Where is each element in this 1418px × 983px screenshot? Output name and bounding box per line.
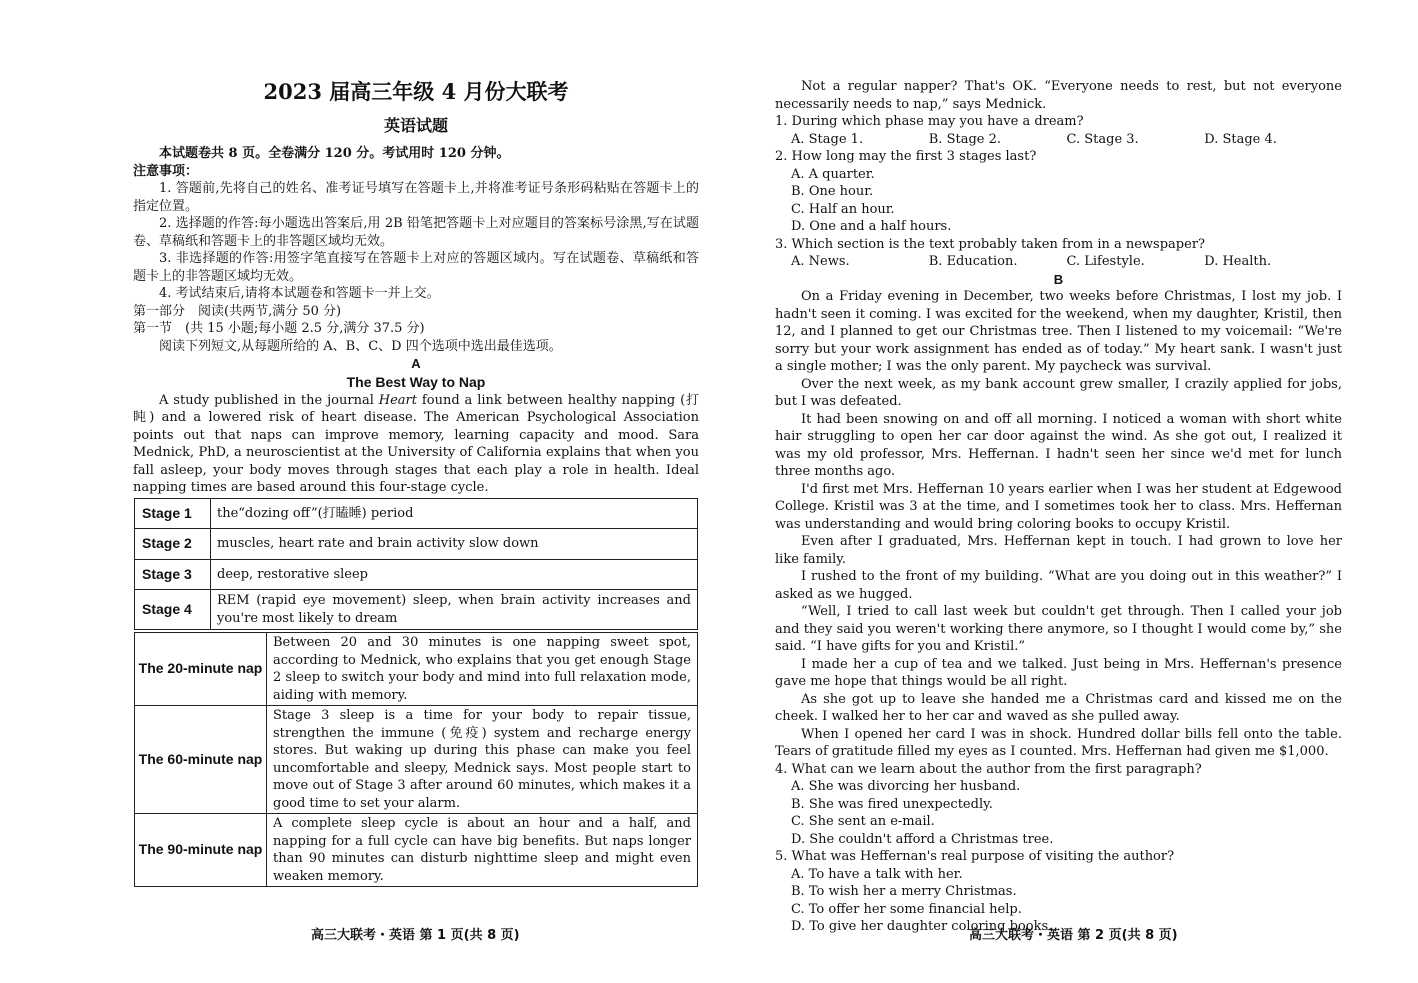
nap-lengths-table (134, 632, 698, 887)
passage-b-paragraph: I rushed to the front of my building. “What are you doing out in this weather?” I asked as we hugged. (775, 569, 1342, 602)
question-stem: 1. During which phase may you have a dream? (775, 114, 1084, 129)
table-row (135, 814, 698, 887)
answer-option: C. She sent an e-mail. (791, 814, 935, 829)
table-row (135, 559, 698, 590)
passage-b-paragraph: On a Friday evening in December, two weeks before Christmas, I lost my job. I hadn't seen it coming. I was excited for the weekend, when my daughter, Kristil, then 12, and I planned to get our Christmas tree. Then I listened to my voicemail: “We're sorry but your work assignment has ended as of today.” My heart sank. I wasn't just a single mother; I was the only parent. My paycheck was survival. (775, 289, 1342, 374)
passage-b-paragraph: “Well, I tried to call last week but couldn't get through. Then I called your job and they said you weren't working there anymore, so I thought I would come by,” she said. “I have gifts for you and Kristil.” (775, 604, 1342, 654)
sleep-stages-table (134, 498, 698, 631)
paragraph-text: found a link between healthy napping (打盹) and a lowered risk of heart disease. The American Psychological Association points out that naps can improve memory, learning capacity and mood. Sara Mednick, PhD, a neuroscientist at the University of California explains that when you fall asleep, your body moves through stages that each play a role in health. Ideal napping times are based around this four-stage cycle. (133, 392, 699, 495)
answer-option: D. To give her daughter coloring books. (791, 919, 1053, 934)
passage-a-paragraph (133, 392, 699, 497)
notice-item: 2. 选择题的作答:每小题选出答案后,用 2B 铅笔把答题卡上对应题目的答案标号涂黑,写在试题卷、草稿纸和答题卡上的非答题区域均无效。 (133, 216, 699, 249)
answer-option: D. Stage 4. (1204, 131, 1277, 147)
question-stem: 5. What was Heffernan's real purpose of visiting the author? (775, 849, 1175, 864)
nap-label: The 90-minute nap (135, 814, 267, 887)
paragraph-text: A study published in the journal (159, 392, 379, 408)
section-heading: 第一节 (共 15 小题;每小题 2.5 分,满分 37.5 分) (133, 321, 425, 336)
answer-option: B. She was fired unexpectedly. (791, 796, 993, 812)
answer-option: D. One and a half hours. (791, 219, 952, 234)
answer-option: B. One hour. (791, 184, 874, 199)
answer-option: A. To have a talk with her. (791, 866, 963, 882)
passage-letter-a: A (411, 356, 421, 371)
passage-b-paragraph: Even after I graduated, Mrs. Heffernan kept in touch. I had grown to love her like family. (775, 534, 1342, 567)
exam-info: 本试题卷共 8 页。全卷满分 120 分。考试用时 120 分钟。 (159, 146, 510, 161)
nap-label: The 20-minute nap (135, 633, 267, 706)
stage-label: Stage 3 (135, 559, 211, 590)
question-stem: 4. What can we learn about the author from the first paragraph? (775, 761, 1202, 777)
nap-desc: Stage 3 sleep is a time for your body to repair tissue, strengthen the immune (免疫) system and recharge energy stores. But waking up during this phase can make you feel uncomfortable and sleepy, Mednick says. Most people start to move out of Stage 3 after around 60 minutes, which makes it a good time to set your alarm. (267, 706, 698, 814)
table-row (135, 706, 698, 814)
table-row (135, 633, 698, 706)
instruction: 阅读下列短文,从每题所给的 A、B、C、D 四个选项中选出最佳选项。 (159, 338, 562, 354)
answer-option: D. Health. (1204, 254, 1272, 269)
journal-name: Heart (378, 392, 418, 408)
page-footer: 高三大联考・英语 第 1 页(共 8 页) (311, 928, 520, 943)
answer-option: A. Stage 1. (791, 131, 864, 147)
right-page (709, 0, 1418, 983)
exam-title: 2023 届高三年级 4 月份大联考 (263, 79, 569, 104)
answer-option: A. A quarter. (791, 166, 875, 182)
left-column (133, 145, 699, 887)
question-stem: 3. Which section is the text probably taken from in a newspaper? (775, 236, 1205, 252)
nap-label: The 60-minute nap (135, 706, 267, 814)
stage-desc: deep, restorative sleep (211, 559, 698, 590)
stage-desc: REM (rapid eye movement) sleep, when brain activity increases and you're most likely to dream (211, 590, 698, 630)
answer-option: B. To wish her a merry Christmas. (791, 884, 1017, 899)
right-column (775, 78, 1342, 936)
answer-option: B. Stage 2. (928, 131, 1001, 147)
notice-item: 3. 非选择题的作答:用签字笔直接写在答题卡上对应的答题区域内。写在试题卷、草稿纸和答题卡上的非答题区域均无效。 (133, 251, 699, 284)
answer-option: A. News. (791, 254, 850, 269)
table-row (135, 529, 698, 560)
stage-desc: the“dozing off”(打瞌睡) period (211, 498, 698, 529)
question-stem: 2. How long may the first 3 stages last? (775, 149, 1037, 164)
answer-option: C. Half an hour. (791, 201, 895, 217)
passage-b-paragraph: I made her a cup of tea and we talked. Just being in Mrs. Heffernan's presence gave me hope that things would be all right. (775, 656, 1342, 689)
stage-label: Stage 1 (135, 498, 211, 529)
passage-b-paragraph: Over the next week, as my bank account grew smaller, I crazily applied for jobs, but I was defeated. (775, 376, 1342, 409)
notice-heading: 注意事项： (133, 163, 199, 179)
passage-a-paragraph: Not a regular napper? That's OK. “Everyone needs to rest, but not everyone necessarily needs to nap,” says Mednick. (775, 79, 1342, 112)
answer-option: D. She couldn't afford a Christmas tree. (791, 831, 1054, 847)
notice-item: 1. 答题前,先将自己的姓名、准考证号填写在答题卡上,并将准考证号条形码粘贴在答题卡上的指定位置。 (133, 181, 699, 214)
answer-options (775, 131, 1342, 149)
stage-label: Stage 2 (135, 529, 211, 560)
passage-b-paragraph: When I opened her card I was in shock. Hundred dollar bills fell onto the table. Tears of gratitude filled my eyes as I counted. Mrs. Heffernan had given me $1,000. (775, 726, 1342, 759)
passage-b-paragraph: It had been snowing on and off all morning. I noticed a woman with short white hair struggling to open her car door against the wind. As she got out, I realized it was my old professor, Mrs. Heffernan. I hadn't seen her since we'd met for lunch three months ago. (775, 411, 1342, 479)
table-row (135, 498, 698, 529)
answer-options (775, 166, 1342, 236)
nap-desc: Between 20 and 30 minutes is one napping sweet spot, according to Mednick, who explains that you get enough Stage 2 sleep to switch your body and mind into full relaxation mode, aiding with memory. (267, 633, 698, 706)
table-row (135, 590, 698, 630)
notice-item: 4. 考试结束后,请将本试题卷和答题卡一并上交。 (159, 286, 440, 301)
stage-desc: muscles, heart rate and brain activity slow down (211, 529, 698, 560)
passage-letter-b: B (1053, 271, 1064, 287)
part-heading: 第一部分 阅读(共两节,满分 50 分) (133, 303, 342, 319)
answer-option: C. Stage 3. (1066, 131, 1139, 147)
page-footer: 高三大联考・英语 第 2 页(共 8 页) (969, 928, 1178, 943)
nap-desc: A complete sleep cycle is about an hour and a half, and napping for a full cycle can have big benefits. But naps longer than 90 minutes can disturb nighttime sleep and might even weaken memory. (267, 814, 698, 887)
passage-b-paragraph: I'd first met Mrs. Heffernan 10 years earlier when I was her student at Edgewood College. Kristil was 3 at the time, and I sometimes took her to class. Mrs. Heffernan was understanding and would bring coloring books to occupy Kristil. (775, 481, 1342, 532)
passage-a-title: The Best Way to Nap (346, 373, 486, 390)
answer-options (775, 778, 1342, 848)
answer-option: C. To offer her some financial help. (791, 901, 1022, 917)
answer-option: B. Education. (928, 254, 1018, 269)
answer-option: C. Lifestyle. (1066, 254, 1145, 269)
subject-title: 英语试题 (383, 116, 448, 135)
stage-label: Stage 4 (135, 590, 211, 630)
answer-option: A. She was divorcing her husband. (791, 779, 1021, 794)
passage-b-paragraph: As she got up to leave she handed me a Christmas card and kissed me on the cheek. I walked her to her car and waved as she pulled away. (775, 691, 1342, 724)
answer-options (775, 253, 1342, 271)
